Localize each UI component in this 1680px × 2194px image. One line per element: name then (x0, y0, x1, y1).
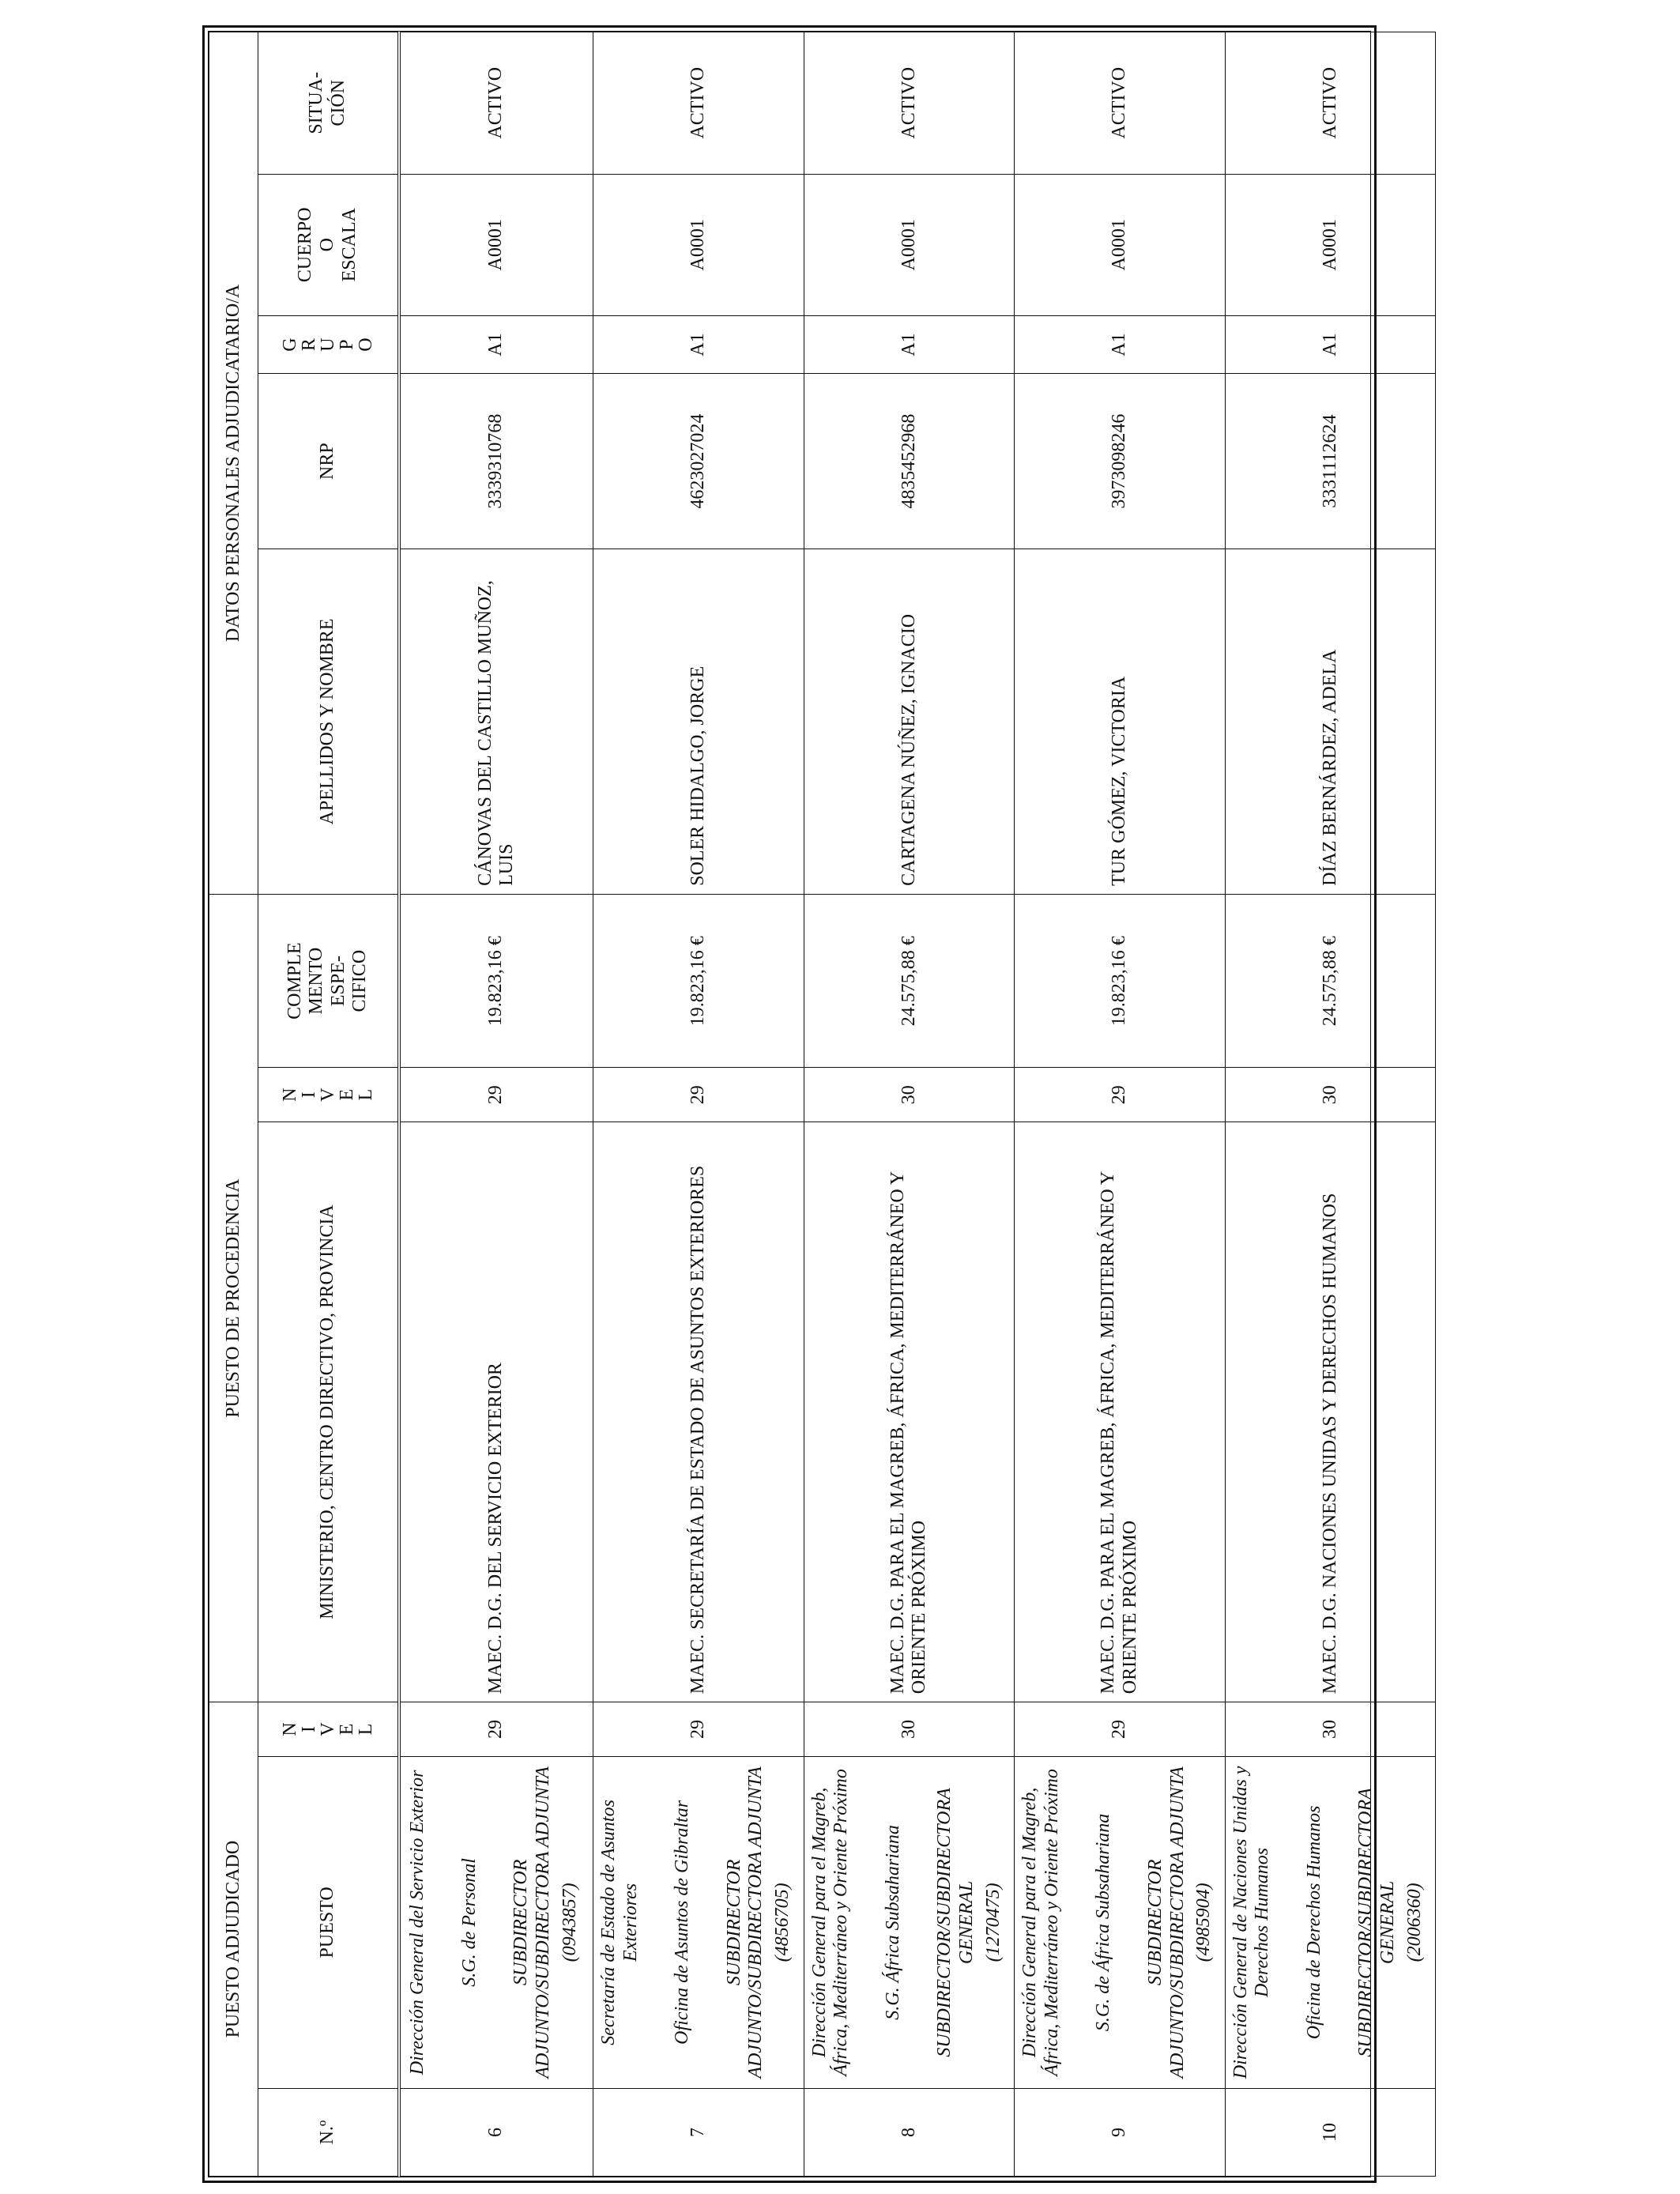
row-puesto-adjudicado (1225, 1756, 1436, 2088)
column-header-apellidos: APELLIDOS Y NOMBRE (258, 549, 399, 895)
row-apellidos: CARTAGENA NÚÑEZ, IGNACIO (804, 549, 1015, 895)
row-ministerio: MAEC. D.G. PARA EL MAGREB, ÁFRICA, MEDITERRÁNEO Y ORIENTE PRÓXIMO (804, 1122, 1015, 1702)
row-centro: Dirección General para el Magreb, África, Mediterráneo y Oriente Próximo (808, 1769, 852, 2076)
row-complemento: 19.823,16 € (1015, 894, 1226, 1068)
row-complemento: 19.823,16 € (399, 894, 593, 1068)
row-nivel-procedencia: 29 (399, 1068, 593, 1122)
table-row (593, 32, 804, 2177)
row-codigo: (0943857) (559, 1883, 580, 1962)
column-header-ministerio: MINISTERIO, CENTRO DIRECTIVO, PROVINCIA (258, 1122, 399, 1702)
column-header-nivel: N I V E L (258, 1702, 399, 1757)
column-header-nrp: NRP (258, 374, 399, 549)
row-nrp: 3331112624 (1225, 374, 1436, 549)
row-situacion: ACTIVO (1015, 32, 1226, 175)
column-header-numero: N.º (258, 2089, 399, 2177)
group-header-puesto-adjudicado: PUESTO ADJUDICADO (209, 1702, 258, 2177)
row-nrp: 3339310768 (399, 374, 593, 549)
row-nrp: 4835452968 (804, 374, 1015, 549)
row-centro: Secretaría de Estado de Asuntos Exteriores (598, 1800, 641, 2045)
column-header-grupo: G R U P O (258, 315, 399, 373)
row-puesto-adjudicado (593, 1756, 804, 2088)
row-puesto-adjudicado (1015, 1756, 1226, 2088)
row-numero: 9 (1015, 2089, 1226, 2177)
table-row (1015, 32, 1226, 2177)
row-numero: 8 (804, 2089, 1015, 2177)
row-puesto-adjudicado (804, 1756, 1015, 2088)
table-row (804, 32, 1015, 2177)
row-ministerio: MAEC. D.G. DEL SERVICIO EXTERIOR (399, 1122, 593, 1702)
row-cuerpo: A0001 (1015, 174, 1226, 315)
row-nivel: 29 (399, 1702, 593, 1757)
adjudication-table-inner-frame (208, 31, 1425, 2177)
row-apellidos: TUR GÓMEZ, VICTORIA (1015, 549, 1226, 895)
row-numero: 7 (593, 2089, 804, 2177)
row-centro: Dirección General para el Magreb, África, Mediterráneo y Oriente Próximo (1019, 1769, 1062, 2076)
row-cuerpo: A0001 (1225, 174, 1436, 315)
row-situacion: ACTIVO (399, 32, 593, 175)
row-situacion: ACTIVO (593, 32, 804, 175)
row-grupo: A1 (399, 315, 593, 373)
row-codigo: (2006360) (1403, 1883, 1425, 1962)
row-grupo: A1 (1225, 315, 1436, 373)
row-nivel: 29 (593, 1702, 804, 1757)
row-unidad: Oficina de Derechos Humanos (1303, 1805, 1324, 2040)
row-puesto: SUBDIRECTOR ADJUNTO/SUBDIRECTORA ADJUNTA (1144, 1766, 1188, 2079)
column-header-puesto: PUESTO (258, 1756, 399, 2088)
row-unidad: S.G. África Subsahariana (882, 1825, 903, 2020)
row-puesto: SUBDIRECTOR ADJUNTO/SUBDIRECTORA ADJUNTA (510, 1766, 554, 2079)
column-header-nivel-procedencia: N I V E L (258, 1068, 399, 1122)
row-puesto: SUBDIRECTOR ADJUNTO/SUBDIRECTORA ADJUNTA (723, 1766, 767, 2079)
row-centro: Dirección General de Naciones Unidas y Derechos Humanos (1230, 1766, 1273, 2079)
row-numero: 10 (1225, 2089, 1436, 2177)
row-puesto-adjudicado (399, 1756, 593, 2088)
row-complemento: 24.575,88 € (804, 894, 1015, 1068)
adjudication-table-frame (202, 25, 1425, 2183)
row-situacion: ACTIVO (1225, 32, 1436, 175)
row-grupo: A1 (593, 315, 804, 373)
row-nivel: 30 (804, 1702, 1015, 1757)
row-cuerpo: A0001 (399, 174, 593, 315)
row-apellidos: CÁNOVAS DEL CASTILLO MUÑOZ, LUIS (399, 549, 593, 895)
table-row (399, 32, 593, 2177)
row-ministerio: MAEC. D.G. PARA EL MAGREB, ÁFRICA, MEDITERRÁNEO Y ORIENTE PRÓXIMO (1015, 1122, 1226, 1702)
adjudication-table (209, 32, 1436, 2177)
column-header-cuerpo: CUERPO O ESCALA (258, 174, 399, 315)
row-nivel: 30 (1225, 1702, 1436, 1757)
row-numero: 6 (399, 2089, 593, 2177)
row-ministerio: MAEC. D.G. NACIONES UNIDAS Y DERECHOS HUMANOS (1225, 1122, 1436, 1702)
row-nivel: 29 (1015, 1702, 1226, 1757)
table-row (1225, 32, 1436, 2177)
row-nivel-procedencia: 30 (804, 1068, 1015, 1122)
row-cuerpo: A0001 (804, 174, 1015, 315)
row-unidad: Oficina de Asuntos de Gibraltar (672, 1800, 693, 2045)
row-nrp: 3973098246 (1015, 374, 1226, 549)
row-puesto: SUBDIRECTOR/SUBDIRECTORA GENERAL (1355, 1788, 1399, 2057)
row-codigo: (4985904) (1193, 1883, 1215, 1962)
row-cuerpo: A0001 (593, 174, 804, 315)
row-complemento: 24.575,88 € (1225, 894, 1436, 1068)
group-header-datos-personales: DATOS PERSONALES ADJUDICATARIO/A (209, 32, 258, 895)
row-grupo: A1 (804, 315, 1015, 373)
row-nrp: 4623027024 (593, 374, 804, 549)
row-apellidos: SOLER HIDALGO, JORGE (593, 549, 804, 895)
column-header-situacion: SITUA- CIÓN (258, 32, 399, 175)
row-unidad: S.G. de Personal (458, 1858, 480, 1987)
row-nivel-procedencia: 30 (1225, 1068, 1436, 1122)
row-codigo: (1270475) (982, 1883, 1004, 1962)
row-nivel-procedencia: 29 (593, 1068, 804, 1122)
row-codigo: (4856705) (771, 1883, 793, 1962)
row-unidad: S.G. de África Subsahariana (1093, 1813, 1114, 2032)
column-header-complemento: COMPLE MENTO ESPE- CIFICO (258, 894, 399, 1068)
row-grupo: A1 (1015, 315, 1226, 373)
row-ministerio: MAEC. SECRETARÍA DE ESTADO DE ASUNTOS EXTERIORES (593, 1122, 804, 1702)
row-complemento: 19.823,16 € (593, 894, 804, 1068)
row-nivel-procedencia: 29 (1015, 1068, 1226, 1122)
row-centro: Dirección General del Servicio Exterior (407, 1770, 428, 2075)
row-situacion: ACTIVO (804, 32, 1015, 175)
row-puesto: SUBDIRECTOR/SUBDIRECTORA GENERAL (934, 1788, 977, 2057)
row-apellidos: DÍAZ BERNÁRDEZ, ADELA (1225, 549, 1436, 895)
group-header-puesto-procedencia: PUESTO DE PROCEDENCIA (209, 894, 258, 1702)
